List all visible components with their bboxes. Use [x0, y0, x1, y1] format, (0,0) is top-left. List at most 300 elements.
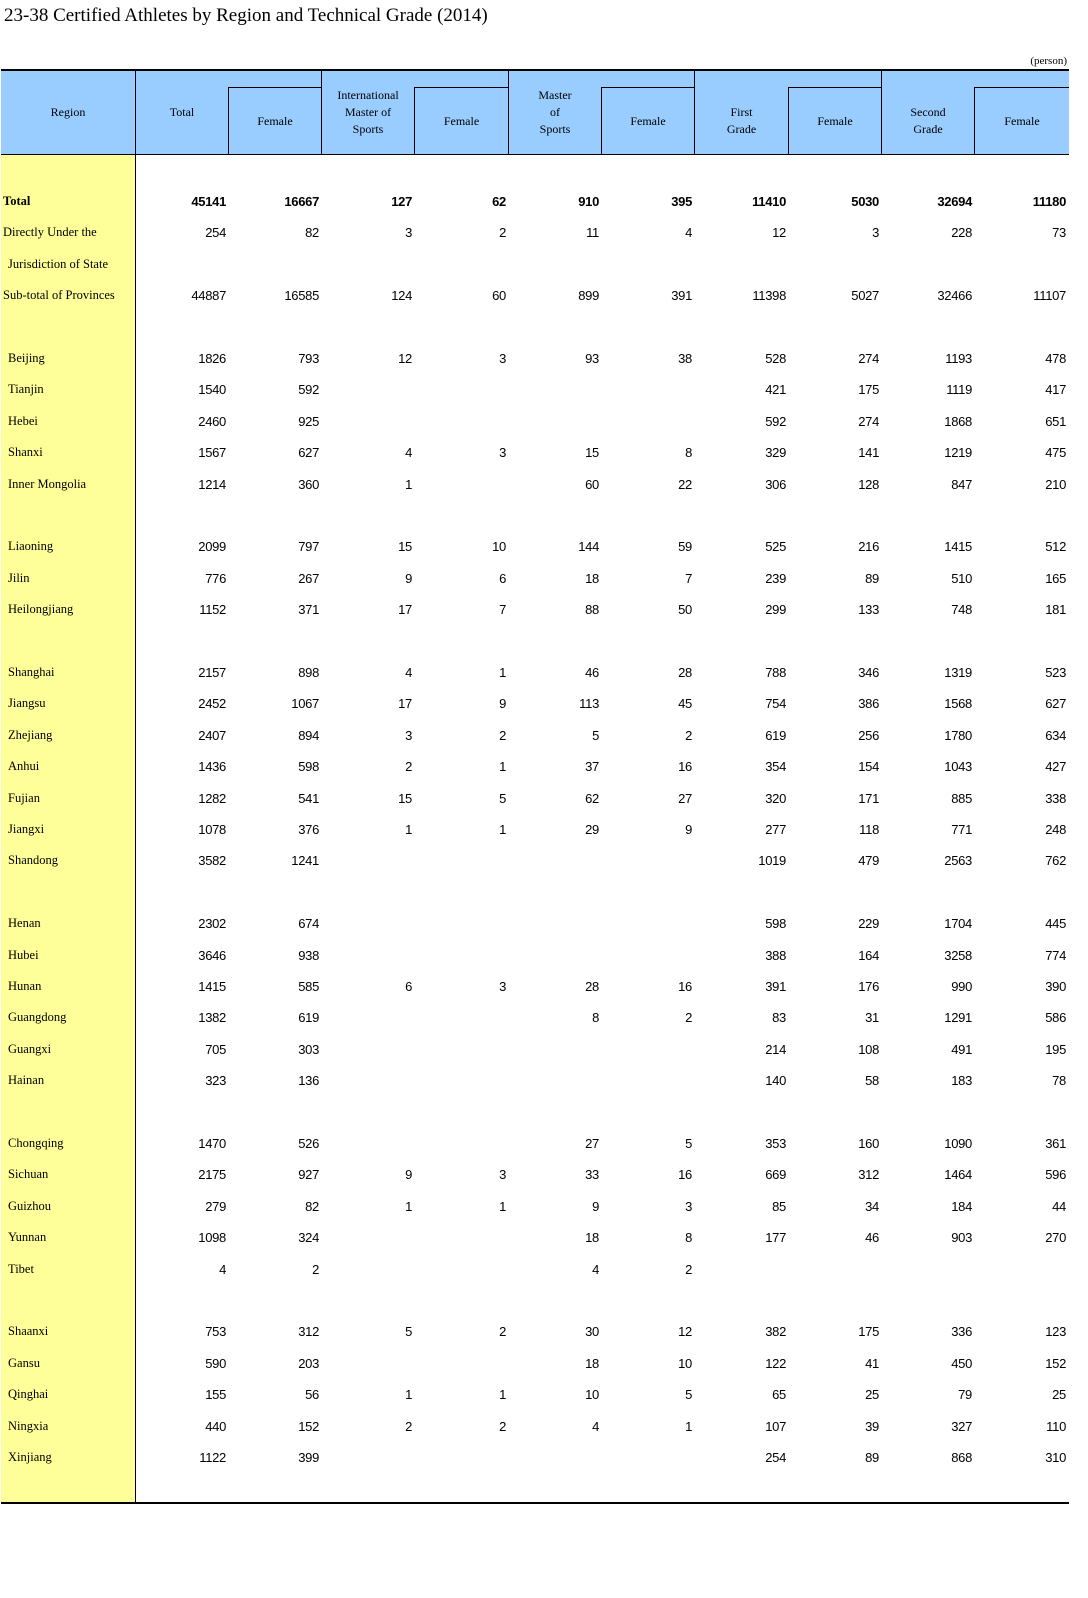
table-cell: 4 [405, 665, 412, 680]
table-cell: 1 [499, 759, 506, 775]
table-cell: 256 [858, 727, 879, 743]
table-cell: 2157 [198, 665, 226, 680]
table-cell: 89 [865, 570, 879, 586]
table-cell: 16 [678, 759, 692, 775]
region-label: Inner Mongolia [8, 476, 87, 491]
table-cell: 478 [1045, 351, 1066, 366]
table-cell: 491 [951, 1041, 972, 1057]
table-cell: 1043 [944, 759, 972, 775]
table-cell: 450 [951, 1355, 972, 1371]
table-row [1, 217, 1069, 248]
table-cell: 17 [398, 602, 412, 618]
table-cell: 1 [405, 822, 412, 837]
table-cell: 898 [298, 665, 319, 680]
table-cell: 1122 [199, 1450, 226, 1465]
table-cell: 586 [1045, 1010, 1066, 1026]
table-cell: 523 [1045, 665, 1066, 680]
table-cell: 88 [585, 602, 599, 618]
table-cell [146, 1097, 226, 1128]
table-cell [426, 1222, 506, 1253]
table-cell [239, 249, 319, 280]
table-cell: 1 [405, 1387, 412, 1403]
table-cell: 2563 [944, 853, 972, 869]
table-cell [519, 374, 599, 405]
table-cell: 327 [951, 1418, 972, 1434]
unit-label: (person) [1030, 55, 1067, 67]
table-cell: 3258 [944, 947, 972, 963]
table-cell [986, 500, 1066, 531]
table-cell: 9 [592, 1198, 599, 1214]
table-cell [799, 1254, 879, 1285]
table-cell: 525 [765, 539, 786, 555]
table-cell: 38 [678, 351, 692, 366]
table-cell: 5 [405, 1324, 412, 1340]
page-title: 23-38 Certified Athletes by Region and Technical Grade (2014) [4, 5, 488, 26]
table-cell: 274 [858, 351, 879, 366]
table-cell: 85 [772, 1198, 786, 1214]
table-cell: 3 [685, 1198, 692, 1214]
table-cell: 22 [678, 476, 692, 492]
table-cell: 11180 [1032, 194, 1066, 209]
region-label: Sichuan [8, 1167, 49, 1182]
table-cell: 528 [765, 351, 786, 366]
table-cell: 32694 [937, 194, 972, 209]
table-cell [706, 877, 786, 908]
table-cell: 9 [405, 1167, 412, 1183]
table-cell: 4 [219, 1261, 226, 1277]
table-cell: 16 [678, 979, 692, 994]
table-cell: 526 [298, 1136, 319, 1151]
table-cell: 329 [765, 445, 786, 461]
table-cell: 229 [858, 916, 879, 932]
table-cell: 254 [765, 1450, 786, 1465]
table-cell [332, 406, 412, 437]
table-cell: 127 [391, 194, 412, 209]
table-cell: 107 [765, 1418, 786, 1434]
table-cell: 776 [205, 570, 226, 586]
table-cell [332, 877, 412, 908]
table-cell: 110 [1046, 1418, 1066, 1434]
table-cell: 1090 [944, 1136, 972, 1151]
table-cell [332, 1285, 412, 1316]
table-cell: 754 [765, 696, 786, 712]
table-cell: 124 [391, 288, 412, 304]
table-cell: 152 [298, 1418, 319, 1434]
header-second-grade-female: Female [1004, 113, 1040, 128]
table-cell: 62 [492, 194, 506, 209]
table-cell: 1291 [944, 1010, 972, 1026]
table-cell: 399 [298, 1450, 319, 1465]
table-cell: 1152 [199, 602, 226, 618]
table-cell: 323 [205, 1073, 226, 1089]
table-row-spacer [1, 877, 1069, 908]
table-cell [519, 626, 599, 657]
table-cell: 228 [951, 225, 972, 241]
table-cell: 1 [499, 1387, 506, 1403]
table-cell: 1382 [198, 1010, 226, 1026]
table-cell: 762 [1045, 853, 1066, 869]
table-cell: 15 [398, 790, 412, 806]
table-cell: 925 [298, 413, 319, 429]
table-cell: 910 [578, 194, 599, 209]
table-row [1, 469, 1069, 500]
table-cell: 1 [405, 476, 412, 492]
table-row [1, 186, 1069, 217]
table-cell: 299 [765, 602, 786, 618]
table-cell: 585 [298, 979, 319, 994]
table-cell: 44 [1052, 1198, 1066, 1214]
table-row [1, 751, 1069, 782]
table-cell: 3 [405, 225, 412, 241]
table-cell [426, 1442, 506, 1473]
table-cell [426, 1285, 506, 1316]
table-cell [426, 469, 506, 500]
table-cell [426, 1128, 506, 1159]
table-cell: 619 [298, 1010, 319, 1026]
table-cell [426, 1348, 506, 1379]
table-cell: 279 [205, 1198, 226, 1214]
table-cell: 421 [765, 382, 786, 398]
region-label: Directly Under the [3, 225, 97, 240]
table-cell: 1868 [944, 413, 972, 429]
table-cell: 1067 [291, 696, 319, 712]
table-cell: 9 [685, 822, 692, 837]
table-row [1, 343, 1069, 374]
table-cell [426, 940, 506, 971]
table-cell: 45141 [191, 194, 226, 209]
header-region: Region [50, 105, 86, 119]
table-cell [799, 312, 879, 343]
table-cell: 203 [298, 1355, 319, 1371]
region-label: Beijing [8, 351, 45, 365]
table-cell: 46 [585, 665, 599, 680]
table-cell: 627 [1045, 696, 1066, 712]
table-cell [986, 626, 1066, 657]
table-cell: 2452 [198, 696, 226, 712]
table-cell [426, 249, 506, 280]
table-cell: 4 [592, 1261, 599, 1277]
table-cell: 59 [678, 539, 692, 555]
table-cell: 338 [1045, 790, 1066, 806]
table-row [1, 1034, 1069, 1065]
table-cell [426, 406, 506, 437]
header-intl-master: International Master of Sports [337, 87, 399, 136]
table-cell: 248 [1045, 822, 1066, 837]
table-cell: 239 [765, 570, 786, 586]
table-cell: 674 [298, 916, 319, 932]
table-cell: 336 [951, 1324, 972, 1340]
table-cell [612, 908, 692, 939]
table-cell: 320 [765, 790, 786, 806]
region-label: Sub-total of Provinces [3, 288, 115, 303]
table-cell: 17 [398, 696, 412, 712]
table-cell: 927 [298, 1167, 319, 1183]
table-cell [519, 940, 599, 971]
table-cell: 44887 [191, 288, 226, 304]
table-cell: 10 [585, 1387, 599, 1403]
table-cell [146, 312, 226, 343]
region-label: Guangdong [8, 1010, 67, 1025]
table-row-spacer [1, 312, 1069, 343]
table-cell [892, 626, 972, 657]
table-cell: 18 [585, 1355, 599, 1371]
header-intl-master-female: Female [443, 113, 480, 128]
table-row [1, 406, 1069, 437]
table-cell: 136 [298, 1073, 319, 1089]
table-cell: 8 [685, 445, 692, 461]
table-row-spacer [1, 500, 1069, 531]
header-total: Total [169, 105, 195, 119]
header-master-female: Female [630, 113, 666, 128]
table-cell: 5030 [851, 194, 879, 209]
table-cell: 903 [951, 1230, 972, 1246]
table-cell: 11410 [752, 194, 786, 209]
table-cell [612, 940, 692, 971]
table-row [1, 563, 1069, 594]
table-row [1, 531, 1069, 562]
table-cell: 82 [305, 225, 319, 241]
table-cell: 46 [865, 1230, 879, 1246]
table-cell: 210 [1045, 476, 1066, 492]
table-cell: 2 [312, 1261, 319, 1277]
table-cell: 113 [579, 696, 599, 712]
table-cell [146, 249, 226, 280]
table-cell: 16 [678, 1167, 692, 1183]
region-label: Henan [8, 916, 41, 931]
table-cell [426, 908, 506, 939]
table-cell: 2 [405, 759, 412, 775]
table-cell: 3 [872, 225, 879, 241]
table-cell [612, 877, 692, 908]
region-label: Tibet [8, 1261, 34, 1276]
header-second-grade: Second Grade [910, 105, 946, 136]
region-label: Yunnan [8, 1230, 47, 1245]
table-cell: 360 [298, 476, 319, 492]
table-cell: 590 [205, 1355, 226, 1371]
table-cell: 12 [772, 225, 786, 241]
table-cell: 73 [1052, 225, 1066, 241]
table-cell: 3646 [198, 947, 226, 963]
table-cell: 32466 [937, 288, 972, 304]
table-cell: 5 [685, 1136, 692, 1151]
table-cell: 2 [499, 727, 506, 743]
table-cell: 748 [951, 602, 972, 618]
region-label: Heilongjiang [8, 602, 74, 617]
table-cell: 2460 [198, 413, 226, 429]
table-cell: 82 [305, 1198, 319, 1214]
table-cell [986, 249, 1066, 280]
table-cell: 56 [305, 1387, 319, 1403]
table-cell: 2 [499, 225, 506, 241]
region-label: Hunan [8, 979, 42, 993]
table-cell: 1415 [944, 539, 972, 555]
table-cell: 12 [678, 1324, 692, 1340]
table-cell: 1 [499, 822, 506, 837]
table-cell: 793 [298, 351, 319, 366]
table-cell [986, 1254, 1066, 1285]
table-cell [332, 312, 412, 343]
table-cell [612, 1097, 692, 1128]
table-row [1, 249, 1069, 280]
table-row [1, 594, 1069, 625]
table-cell [986, 877, 1066, 908]
table-cell: 171 [858, 790, 879, 806]
table-cell [892, 249, 972, 280]
table-cell [426, 1065, 506, 1096]
table-cell [986, 1285, 1066, 1316]
table-cell [612, 312, 692, 343]
table-cell [612, 249, 692, 280]
table-cell [612, 845, 692, 876]
table-cell [332, 1097, 412, 1128]
table-cell: 216 [858, 539, 879, 555]
table-cell: 1704 [944, 916, 972, 932]
table-cell: 771 [951, 822, 972, 837]
table-cell: 395 [671, 194, 692, 209]
table-cell: 15 [398, 539, 412, 555]
table-row [1, 280, 1069, 311]
table-cell: 386 [858, 696, 879, 712]
region-label: Hebei [8, 413, 38, 428]
table-cell: 39 [865, 1418, 879, 1434]
table-cell [519, 845, 599, 876]
table-cell [332, 1128, 412, 1159]
region-label: Shaanxi [8, 1324, 49, 1339]
table-cell: 4 [592, 1418, 599, 1434]
table-cell [332, 1254, 412, 1285]
table-cell: 899 [578, 288, 599, 304]
table-cell: 140 [765, 1073, 786, 1089]
table-cell: 93 [585, 351, 599, 366]
table-cell: 11107 [1033, 288, 1066, 304]
table-cell: 164 [858, 947, 879, 963]
table-cell: 596 [1045, 1167, 1066, 1183]
table-cell: 27 [585, 1136, 599, 1151]
table-cell [332, 626, 412, 657]
region-label: Jilin [8, 570, 30, 585]
table-cell [332, 1348, 412, 1379]
table-cell: 388 [765, 947, 786, 963]
table-cell [519, 908, 599, 939]
table-cell: 16667 [284, 194, 319, 209]
table-cell: 33 [585, 1167, 599, 1183]
table-cell [799, 500, 879, 531]
region-label: Shanxi [8, 445, 43, 460]
table-cell [426, 626, 506, 657]
header-first-grade-female: Female [817, 113, 853, 128]
table-cell [799, 626, 879, 657]
table-row-spacer [1, 1097, 1069, 1128]
table-cell [612, 1065, 692, 1096]
table-cell [706, 1254, 786, 1285]
table-cell [519, 1034, 599, 1065]
table-cell: 3 [499, 351, 506, 366]
table-row [1, 940, 1069, 971]
table-cell: 2 [499, 1418, 506, 1434]
table-cell [239, 626, 319, 657]
header-first-grade: First Grade [726, 105, 757, 136]
table-cell: 181 [1045, 602, 1066, 618]
table-cell: 788 [765, 665, 786, 680]
table-cell [799, 1285, 879, 1316]
region-label: Chongqing [8, 1136, 64, 1150]
table-cell: 1436 [198, 759, 226, 775]
table-cell: 60 [492, 288, 506, 304]
table-cell [892, 877, 972, 908]
table-row [1, 1159, 1069, 1190]
table-cell: 592 [298, 382, 319, 398]
table-cell: 306 [765, 476, 786, 492]
table-cell: 154 [858, 759, 879, 775]
table-cell [706, 249, 786, 280]
table-cell: 598 [298, 759, 319, 775]
region-label: Shanghai [8, 665, 55, 679]
table-cell: 141 [858, 445, 879, 461]
table-cell: 15 [585, 445, 599, 461]
table-row [1, 1002, 1069, 1033]
table-cell: 390 [1045, 979, 1066, 994]
table-row-spacer [1, 626, 1069, 657]
table-cell: 3 [499, 1167, 506, 1183]
table-cell: 274 [858, 413, 879, 429]
table-cell: 1282 [198, 790, 226, 806]
table-cell: 475 [1045, 445, 1066, 461]
table-cell: 4 [405, 445, 412, 461]
table-cell: 1078 [198, 822, 226, 837]
table-cell [986, 1097, 1066, 1128]
table-cell [519, 1097, 599, 1128]
table-row [1, 720, 1069, 751]
table-cell: 6 [499, 570, 506, 586]
table-cell: 1567 [198, 445, 226, 461]
table-cell: 128 [858, 476, 879, 492]
table-cell: 346 [858, 665, 879, 680]
table-cell: 2302 [198, 916, 226, 932]
table-cell: 1 [685, 1418, 692, 1434]
table-cell [519, 406, 599, 437]
table-cell: 391 [765, 979, 786, 994]
table-row [1, 783, 1069, 814]
table-cell: 868 [951, 1450, 972, 1465]
table-cell [519, 877, 599, 908]
table-cell: 175 [858, 1324, 879, 1340]
table-cell [239, 500, 319, 531]
table-cell: 2175 [198, 1167, 226, 1183]
table-cell: 3 [499, 979, 506, 994]
table-cell: 417 [1045, 382, 1066, 398]
table-cell [332, 1442, 412, 1473]
region-label: Tianjin [8, 382, 44, 397]
table-cell: 5027 [851, 288, 879, 304]
table-cell: 753 [205, 1324, 226, 1340]
table-cell: 2 [685, 727, 692, 743]
table-cell [426, 1034, 506, 1065]
table-cell: 12 [398, 351, 412, 366]
table-cell: 371 [298, 602, 319, 618]
table-cell: 214 [765, 1041, 786, 1057]
table-cell: 41 [865, 1355, 879, 1371]
table-cell: 10 [492, 539, 506, 555]
table-cell: 2 [685, 1261, 692, 1277]
table-cell: 65 [772, 1387, 786, 1403]
table-cell [332, 1002, 412, 1033]
table-cell: 31 [865, 1010, 879, 1026]
table-cell: 45 [678, 696, 692, 712]
table-cell: 8 [685, 1230, 692, 1246]
table-cell: 445 [1045, 916, 1066, 932]
table-cell: 7 [499, 602, 506, 618]
table-cell: 634 [1045, 727, 1066, 743]
